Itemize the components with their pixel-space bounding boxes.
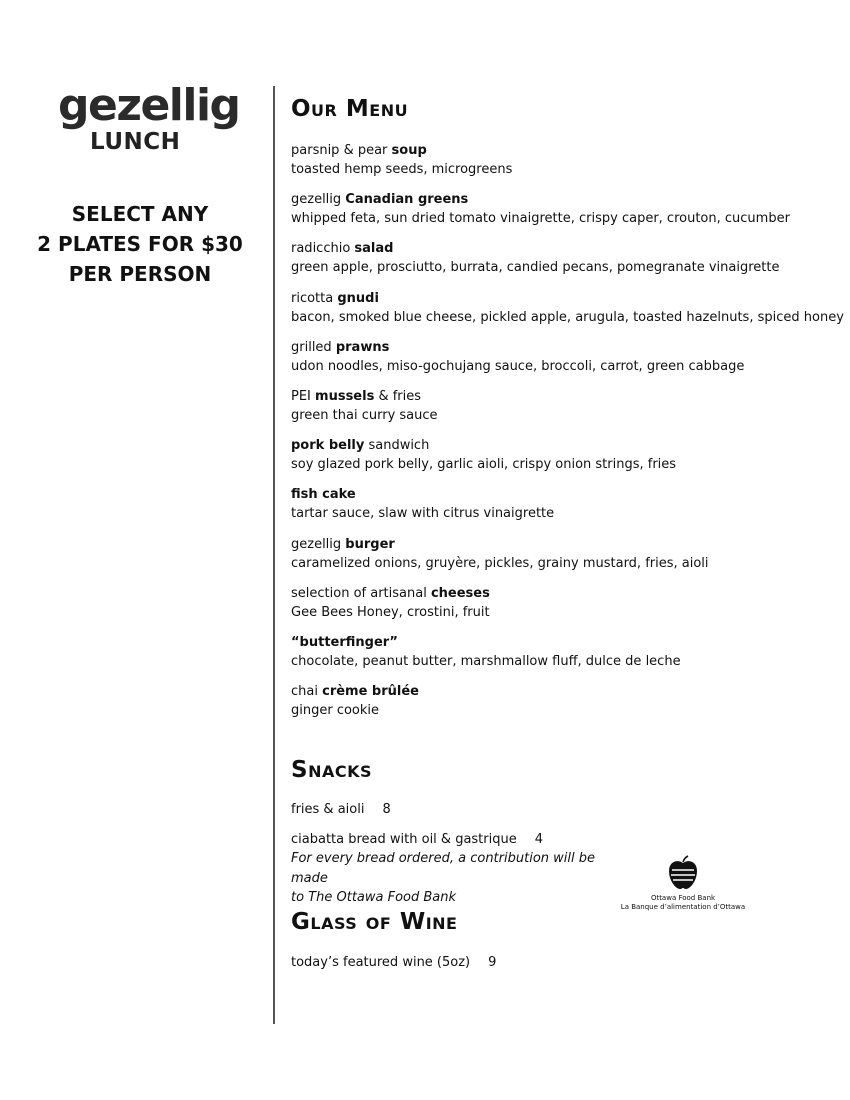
menu-item-dish: mussels	[315, 388, 375, 404]
menu-item-name	[291, 239, 821, 258]
menu-item-prefix: grilled	[291, 339, 336, 355]
menu-item-name	[291, 338, 821, 357]
menu-list	[291, 141, 844, 731]
menu-item-name	[291, 190, 821, 209]
food-bank-logo	[618, 855, 748, 912]
menu-item-name	[291, 387, 821, 406]
menu-item-prefix: ricotta	[291, 290, 338, 306]
menu-item-prefix: PEI	[291, 388, 316, 404]
column-divider	[273, 86, 275, 1024]
menu-item-name	[291, 535, 821, 554]
menu-item	[291, 485, 821, 534]
menu-item-name	[291, 682, 821, 701]
menu-item-prefix: gezellig	[291, 536, 346, 552]
menu-item	[291, 141, 821, 190]
offer-line: PER PERSON	[68, 262, 212, 286]
menu-item-dish: cheeses	[430, 585, 490, 601]
menu-item-description: green thai curry sauce	[291, 407, 438, 423]
wine-name: today’s featured wine (5oz)	[291, 955, 471, 970]
offer-line: 2 PLATES FOR $30	[37, 232, 243, 256]
menu-item	[291, 289, 844, 338]
menu-item-name	[291, 633, 821, 652]
wine-heading: Glass of Wine	[291, 909, 458, 935]
menu-item-description: whipped feta, sun dried tomato vinaigrette, crispy caper, crouton, cucumber	[291, 211, 790, 227]
menu-item	[291, 436, 821, 485]
menu-item-description: chocolate, peanut butter, marshmallow fluff, dulce de leche	[291, 653, 681, 669]
menu-item-name	[291, 436, 821, 455]
wine-price: 9	[488, 955, 497, 970]
menu-item	[291, 338, 821, 387]
menu-item-dish: prawns	[335, 339, 390, 355]
logo-wordmark: gezellig	[58, 80, 240, 131]
snack-item	[291, 800, 621, 819]
snacks-list	[291, 800, 621, 908]
food-bank-name-fr: La Banque d’alimentation d’Ottawa	[620, 903, 746, 911]
menu-item	[291, 633, 821, 682]
menu-item-description: bacon, smoked blue cheese, pickled apple, arugula, toasted hazelnuts, spiced honey	[291, 309, 844, 325]
menu-item-description: tartar sauce, slaw with citrus vinaigrette	[291, 506, 555, 522]
menu-item-dish: gnudi	[337, 290, 379, 306]
lunch-offer	[20, 199, 260, 289]
menu-item-dish: soup	[391, 143, 427, 158]
wine-item	[291, 953, 496, 972]
menu-item	[291, 535, 821, 584]
menu-item-dish: crème brûlée	[322, 684, 419, 700]
menu-item-description: green apple, prosciutto, burrata, candied pecans, pomegranate vinaigrette	[291, 260, 780, 276]
menu-item-description: toasted hemp seeds, microgreens	[291, 162, 513, 177]
menu-item	[291, 682, 821, 731]
menu-item-dish: Canadian greens	[345, 192, 469, 208]
food-bank-name-en: Ottawa Food Bank	[650, 894, 716, 902]
menu-item-prefix: selection of artisanal	[291, 585, 431, 601]
bread-donation-note	[291, 849, 621, 908]
menu-item-name	[291, 289, 821, 308]
menu-item-name	[291, 584, 821, 603]
bread-note-line: For every bread ordered, a contribution will be made	[291, 851, 595, 886]
menu-item-dish: salad	[354, 241, 394, 257]
menu-item	[291, 387, 821, 436]
menu-item-dish: “butterfinger”	[291, 634, 398, 650]
menu-item-dish: fish cake	[291, 487, 356, 503]
menu-item-suffix: & fries	[374, 388, 422, 404]
menu-item-description: Gee Bees Honey, crostini, fruit	[291, 604, 490, 620]
menu-item-prefix: chai	[291, 684, 323, 700]
menu-item-prefix: radicchio	[291, 241, 355, 257]
menu-item-dish: burger	[345, 536, 395, 552]
menu-heading: Our Menu	[291, 96, 409, 122]
menu-item	[291, 239, 821, 288]
logo-subtitle: LUNCH	[90, 129, 181, 155]
snacks-heading: Snacks	[291, 757, 373, 783]
apple-icon	[665, 855, 701, 891]
menu-item-dish: pork belly	[291, 438, 365, 454]
snack-price: 8	[382, 802, 391, 817]
left-column	[0, 0, 270, 1100]
menu-item-name	[291, 485, 821, 504]
menu-item-prefix: parsnip & pear	[291, 143, 392, 158]
snack-price: 4	[534, 832, 544, 847]
menu-item-name	[291, 141, 821, 160]
menu-item-description: caramelized onions, gruyère, pickles, grainy mustard, fries, aioli	[291, 555, 709, 571]
menu-item-description: soy glazed pork belly, garlic aioli, crispy onion strings, fries	[291, 457, 677, 473]
offer-line: SELECT ANY	[71, 202, 209, 226]
menu-item	[291, 584, 821, 633]
snack-item	[291, 830, 621, 849]
bread-note-line: to The Ottawa Food Bank	[291, 890, 457, 905]
menu-item-prefix: gezellig	[291, 192, 346, 208]
menu-item-description: ginger cookie	[291, 703, 380, 719]
snack-name: fries & aioli	[291, 802, 365, 817]
menu-item-suffix: sandwich	[364, 438, 430, 454]
menu-item	[291, 190, 821, 239]
snack-name: ciabatta bread with oil & gastrique	[291, 832, 517, 847]
menu-item-description: udon noodles, miso-gochujang sauce, broccoli, carrot, green cabbage	[291, 358, 745, 374]
